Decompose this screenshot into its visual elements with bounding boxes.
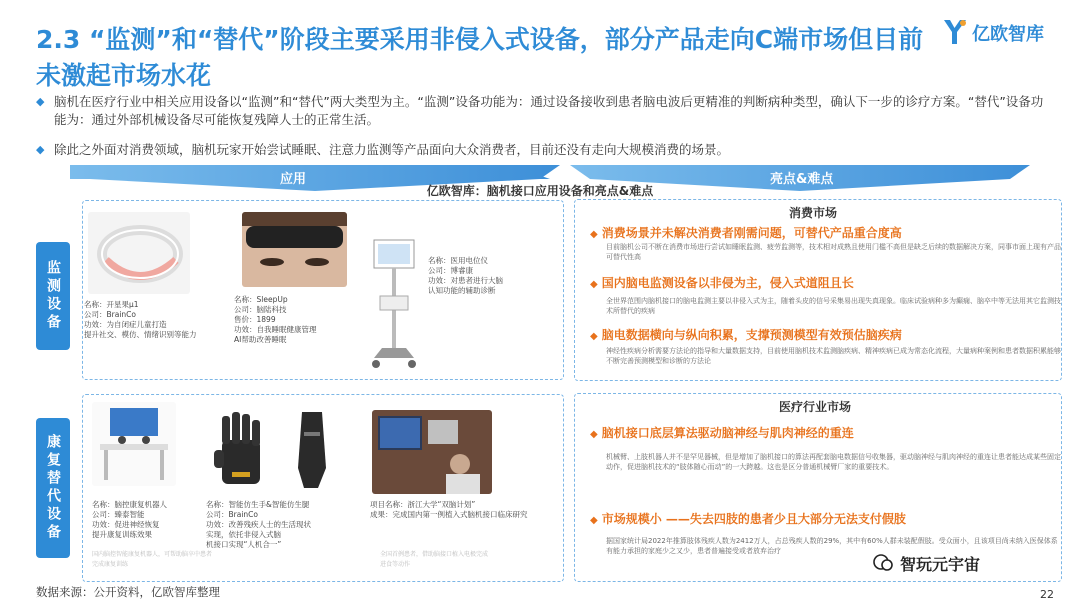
product-caption: 名称：开星果μ1 公司：BrainCo 功效：为自闭症儿童打造 提升社交、模仿、情绪识别等能力 bbox=[84, 300, 197, 339]
logo-icon bbox=[942, 16, 968, 46]
rehab-note: 全国首例患者，借助脑接口植入电极完成进食等动作 bbox=[380, 551, 489, 568]
banner-application-label: 应用 bbox=[280, 172, 307, 187]
product-caption: 名称：脑控康复机器人 公司：臻泰智能 功效：促进神经恢复 提升康复训练效果 bbox=[92, 500, 167, 539]
product-caption: 名称：SleepUp 公司：脑陆科技 售价：1899 功效：自我睡眠健康管理 AI帮助改善睡眠 bbox=[234, 295, 317, 344]
page-number: 22 bbox=[1040, 588, 1054, 601]
medical-point-2-desc: 据国家统计局2022年推算肢体残疾人数为2412万人，占总残疾人数的29%，其中有60%人群未装配假肢。受众面小，且该项目尚未纳入医保体系有能力承担的家庭少之又少，患者普遍接受或者放弃治疗 bbox=[606, 537, 1058, 555]
rehab-robot-image bbox=[92, 402, 176, 486]
bullet-1 bbox=[36, 93, 1051, 129]
diamond-icon: ◆ bbox=[590, 229, 598, 240]
medical-point-1: ◆ 脑机接口底层算法驱动脑神经与肌肉神经的重连 bbox=[590, 426, 854, 440]
consumer-point-1-desc: 目前脑机公司不断在消费市场进行尝试如睡眠监测、疲劳监测等，技术相对成熟且使用门槛不高但是缺乏后续的数据解决方案，同事市面上现有产品可替代性高 bbox=[606, 243, 1061, 261]
diamond-icon: ◆ bbox=[590, 331, 598, 342]
consumer-market-heading: 消费市场 bbox=[789, 206, 838, 220]
diamond-icon: ◆ bbox=[590, 279, 598, 290]
consumer-point-3: ◆ 脑电数据横向与纵向积累，支撑预测模型有效预估脑疾病 bbox=[590, 328, 902, 342]
diamond-icon: ◆ bbox=[36, 95, 45, 108]
page-title: 2.3 “监测”和“替代”阶段主要采用非侵入式设备，部分产品走向C端市场但目前未激起市场水花 bbox=[36, 25, 924, 90]
diamond-icon: ◆ bbox=[36, 143, 45, 156]
chart-subtitle: 亿欧智库：脑机接口应用设备和亮点&难点 bbox=[426, 184, 654, 198]
consumer-point-2: ◆ 国内脑电监测设备以非侵为主，侵入式道阻且长 bbox=[590, 276, 854, 290]
diamond-icon: ◆ bbox=[590, 515, 598, 526]
zju-project-photo bbox=[372, 410, 492, 494]
banner-highlights-label: 亮点&难点 bbox=[770, 172, 834, 187]
bullet-2 bbox=[36, 141, 1051, 159]
tab-monitor-devices: 监测设备 bbox=[36, 242, 70, 350]
logo-text: 亿欧智库 bbox=[972, 24, 1044, 45]
consumer-point-2-desc: 全世界范围内脑机接口的脑电监测主要以非侵入式为主，随着头皮的信号采集易出现失真现象。临床试验病种多为癫痫、脑卒中等无法用其它监测技术所替代的疾病 bbox=[606, 297, 1061, 315]
tab-rehab-devices: 康复替代设备 bbox=[36, 418, 70, 558]
brand-overlay-text: 智玩元宇宙 bbox=[900, 554, 981, 574]
wechat-icon bbox=[872, 552, 894, 574]
data-source: 数据来源：公开资料，亿欧智库整理 bbox=[36, 585, 220, 599]
bionic-hand-image bbox=[212, 410, 274, 490]
diamond-icon: ◆ bbox=[590, 429, 598, 440]
bullet-text: 脑机在医疗行业中相关应用设备以“监测”和“替代”两大类型为主。“监测”设备功能为：通过设备接收到患者脑电波后更精准的判断病种类型，确认下一步的诊疗方案。“替代”设备功能为：通过外部机械设备尽可能恢复残障人士的正常生活。 bbox=[54, 94, 1044, 127]
medical-point-1-desc: 机械臂、上肢机器人并不是罕见器械，但是增加了脑机接口的算法再配套脑电数据信号收集器，驱动脑神经与肌肉神经的重连让患者能达成某些固定动作，促进脑机技术的“肢体随心而动”的一大跨越。这也是区分普通机械臂厂家的重要技术。 bbox=[606, 453, 1061, 471]
consumer-point-3-desc: 神经性疾病分析需要方法论的指导和大量数据支持，目前使用脑机技术监测脑疾病、精神疾病已成为常态化流程，大量病种案例和患者数据积累能够不断完善预测模型和诊断的方法论 bbox=[606, 347, 1061, 365]
bionic-leg-image bbox=[290, 408, 334, 492]
yiou-logo bbox=[942, 16, 1062, 50]
medical-potential-meter-image bbox=[366, 236, 422, 374]
brand-overlay bbox=[872, 548, 1052, 578]
product-caption: 名称：智能仿生手&智能仿生腿 公司：BrainCo 功效：改善残疾人士的生活现状 实现，依托非侵入式脑 机接口实现“人机合一” bbox=[206, 500, 311, 549]
bullet-text: 除此之外面对消费领域，脑机玩家开始尝试睡眠、注意力监测等产品面向大众消费者，目前还没有走向大规模消费的场景。 bbox=[54, 142, 730, 157]
product-caption: 项目名称：浙江大学“双脑计划” 成果：完成国内第一例植入式脑机接口临床研究 bbox=[370, 500, 528, 519]
medical-point-2: ◆ 市场规模小 ——失去四肢的患者少且大部分无法支付假肢 bbox=[590, 512, 906, 526]
rehab-note: 国内脑控智能康复机器人，可帮助脑卒中患者完成康复训练 bbox=[92, 551, 213, 568]
headband-device-image bbox=[88, 212, 190, 294]
product-caption: 名称：医用电位仪 公司：博睿康 功效：对患者进行大脑 认知功能的辅助诊断 bbox=[428, 256, 503, 295]
sleepup-device-image bbox=[242, 212, 347, 287]
consumer-point-1: ◆ 消费场景并未解决消费者刚需问题，可替代产品重合度高 bbox=[590, 226, 902, 240]
medical-market-heading: 医疗行业市场 bbox=[779, 400, 852, 414]
